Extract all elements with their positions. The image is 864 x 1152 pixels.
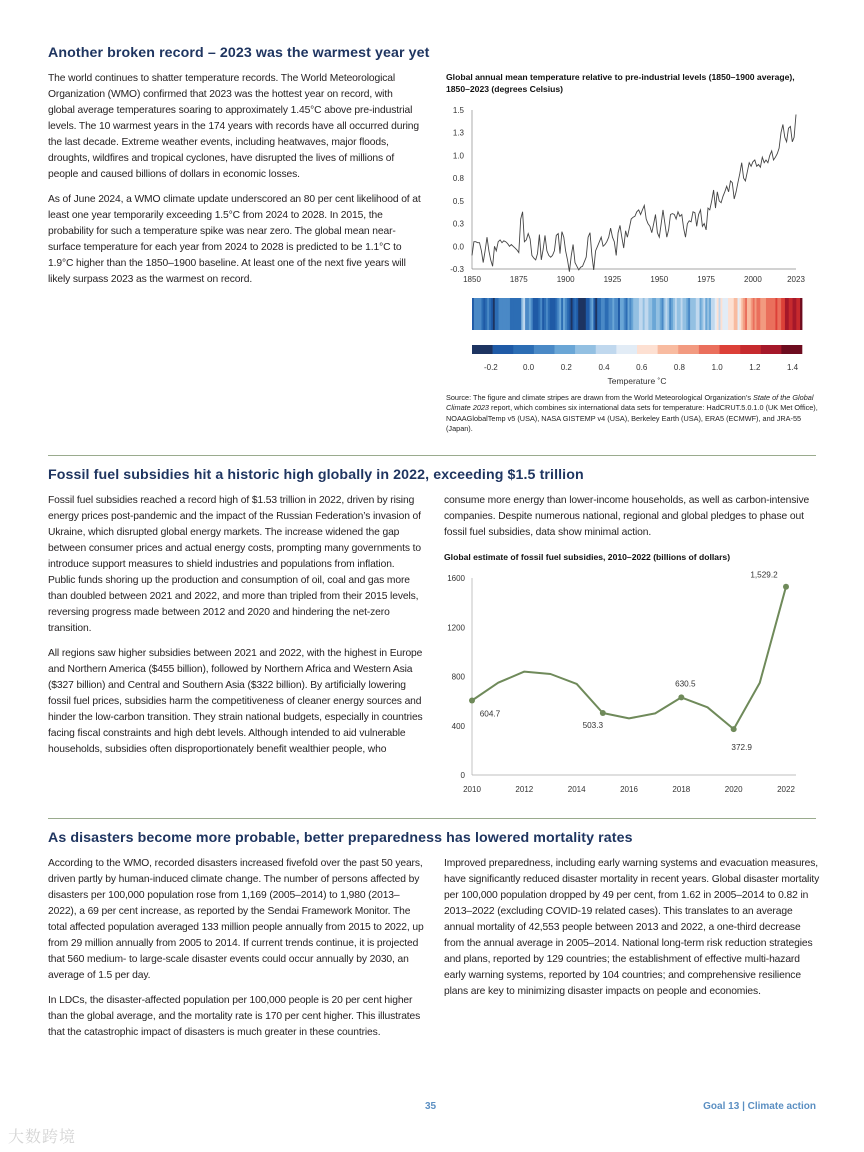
x-tick-label: 2000 [744, 275, 762, 284]
y-tick-label: 0 [460, 771, 465, 780]
subsidies-line-chart [440, 568, 820, 800]
paragraph: Improved preparedness, including early warning systems and evacuation measures, have significantly reduced disaster mortality in recent years. Global disaster mortality per 100,000 population dropped by 49 per cent, from 1.62 in 2005–2014 to 0.82 in 2013–2022 (excluding COVID-19 related cases). This translates to an average annual mortality of 42,553 people between 2013 and 2022, a one-third decrease from the annual average in 2005–2014. National long-term risk reduction strategies and plans, reported by 129 countries; the establishment of effective multi-hazard early warning systems, reported by 104 countries; and comprehensive resilience plans are key to minimizing disaster impacts on people and economies. [444, 858, 820, 997]
warmest-year-text [48, 71, 422, 297]
data-point-marker [678, 694, 684, 700]
subsidies-series-line [472, 587, 786, 729]
colorbar-tick-label: 1.4 [787, 363, 799, 372]
colorbar-swatch [616, 345, 637, 354]
x-tick-label: 2022 [777, 785, 795, 794]
x-tick-label: 1875 [509, 275, 528, 284]
paragraph: All regions saw higher subsidies between 2021 and 2022, with the highest in Europe and Northern America ($455 billion), followed by Northern Africa and Western Asia ($327 billion) and Central and Southern Asia ($322 billion). By artificially lowering fossil fuel prices, subsidies harm the competitiveness of cleaner energy sources and hinder the low-carbon transition. They strain national budgets, especially in countries facing fiscal constraints and high debt levels. Although intended to aid vulnerable households, subsidies often disproportionately benefit wealthier people, who [48, 648, 423, 755]
colorbar-swatch [740, 345, 761, 354]
colorbar-swatch [658, 345, 679, 354]
watermark: 大数跨境 [8, 1129, 77, 1146]
paragraph: The world continues to shatter temperature records. The World Meteorological Organization (WMO) confirmed that 2023 was the hottest year on record, with global average temperatures soaring to approximately 1.45°C above pre-industrial levels. The 10 warmest years in the 174 years with records have all occurred during the last decade. Extreme weather events, including heatwaves, major floods, droughts, wildfires and tropical cyclones, have disrupted the lives of millions of people and caused billions of dollars in economic losses. [48, 73, 420, 180]
colorbar-swatch [720, 345, 741, 354]
x-tick-label: 1850 [463, 275, 481, 284]
paragraph: According to the WMO, recorded disasters increased fivefold over the past 50 years, driven partly by human-induced climate change. The number of persons affected by disasters per 100,000 population rose from 1,169 (2005–2014) to 1,980 (2013–2022), a 69 per cent increase, as reported by the Sendai Framework Monitor. The total affected population averaged 133 million people annually from 2015 to 2022, up from 29 million annually from 2005 to 2014. If current trends continue, it is projected that 560 medium- to large-scale disaster events could occur annually by 2030, an average of 1.5 per day. [48, 858, 424, 981]
temperature-chart-title: Global annual mean temperature relative to pre-industrial levels (1850–1900 average), 1850–2023 (degrees Celsius) [446, 72, 795, 94]
x-tick-label: 2023 [787, 275, 805, 284]
colorbar-tick-label: 0.8 [673, 363, 685, 372]
temperature-source-note: Source: The figure and climate stripes are drawn from the World Meteorological Organization’s State of the Global Climate 2023 report, which combines six international data sets for temperature: HadCRUT.5.0.1.0 (UK Met Office), NOAAGlobalTemp v5 (USA), NASA GISTEMP v4 (USA), Berkeley Earth (USA), ERA5 (ECMWF), and JRA-55 (Japan). [446, 393, 818, 434]
colorbar-tick-label: 1.0 [711, 363, 723, 372]
fossil-subsidies-text-left [48, 493, 424, 767]
data-label: 372.9 [731, 743, 752, 753]
section-divider [48, 455, 816, 456]
y-tick-label: 1200 [447, 623, 465, 633]
x-tick-label: 2018 [672, 785, 691, 794]
y-tick-label: 1.5 [452, 106, 464, 115]
y-tick-label: 1.0 [452, 151, 464, 161]
climate-stripes [440, 296, 820, 336]
paragraph: consume more energy than lower-income households, as well as carbon-intensive companies. Despite numerous national, regional and global pledges to phase out fossil fuel subsidies, data show minimal action. [444, 495, 810, 538]
y-tick-label: 800 [451, 672, 465, 682]
colorbar-swatch [781, 345, 802, 354]
colorbar-swatch [678, 345, 699, 354]
paragraph: In LDCs, the disaster-affected population per 100,000 people is 20 per cent higher than the global average, and the mortality rate is 170 per cent higher. This illustrates that the catastrophic impact of disasters is much greater in these countries. [48, 995, 421, 1038]
data-point-marker [783, 584, 789, 590]
colorbar-swatch [472, 345, 493, 354]
colorbar-swatch [575, 345, 596, 354]
x-tick-label: 2016 [620, 785, 638, 794]
colorbar-swatch [534, 345, 555, 354]
x-tick-label: 1975 [697, 275, 716, 284]
section-heading-disasters: As disasters become more probable, better preparedness has lowered mortality rates [48, 830, 633, 846]
x-tick-label: 2014 [567, 785, 586, 794]
data-label: 604.7 [479, 709, 501, 719]
data-label: 630.5 [675, 679, 696, 689]
y-tick-label: 0.5 [452, 196, 464, 206]
fossil-subsidies-text-right [444, 493, 820, 550]
subsidies-chart-title: Global estimate of fossil fuel subsidies, 2010–2022 (billions of dollars) [444, 552, 731, 562]
data-label: 1,529.2 [750, 570, 778, 580]
y-tick-label: 0.3 [452, 219, 464, 229]
colorbar-swatch [493, 345, 514, 354]
colorbar-label: Temperature ˚C [607, 376, 667, 386]
x-tick-label: 1950 [650, 275, 669, 284]
temperature-colorbar [440, 342, 820, 390]
y-tick-label: 400 [451, 721, 465, 731]
disasters-text-right [444, 856, 820, 1009]
colorbar-tick-label: -0.2 [483, 363, 498, 372]
x-tick-label: 2010 [463, 785, 481, 794]
data-point-marker [731, 726, 737, 732]
colorbar-tick-label: 0.0 [523, 363, 535, 372]
data-label: 503.3 [582, 721, 604, 731]
section-heading-warmest-year: Another broken record – 2023 was the warmest year yet [48, 45, 430, 61]
y-tick-label: -0.3 [450, 265, 464, 274]
colorbar-swatch [596, 345, 617, 354]
colorbar-swatch [555, 345, 576, 354]
x-tick-label: 2020 [724, 785, 743, 794]
y-tick-label: 1600 [447, 574, 465, 583]
colorbar-tick-label: 1.2 [749, 363, 761, 372]
paragraph: As of June 2024, a WMO climate update underscored an 80 per cent likelihood of at least one year temporarily exceeding 1.5°C from 2024 to 2028. In 2015, the probability for such a temperature spike was near zero. The global mean near-surface temperature for each year from 2024 to 2028 is predicted to be 1.1°C to 1.9°C higher than the 1850–1900 baseline. At least one of the next five years will likely surpass 2023 as the warmest on record. [48, 194, 421, 285]
colorbar-tick-label: 0.6 [636, 363, 648, 372]
paragraph: Fossil fuel subsidies reached a record high of $1.53 trillion in 2022, driven by rising energy prices post-pandemic and the impact of the Russian Federation’s invasion of Ukraine, which disrupted global energy markets. The increase widened the gap between consumer prices and actual energy costs, prompting many governments to introduce support measures to shield industries and populations from inflation. Public funds shoring up the production and consumption of oil, coal and gas more than doubled between 2021 and 2022, and more than tripled from their 2015 levels, reversing progress made between 2012 and 2020 and hindering the net-zero transition. [48, 495, 421, 634]
disasters-text-left [48, 856, 424, 1050]
goal-label: Goal 13 | Climate action [703, 1101, 816, 1112]
colorbar-swatch [699, 345, 720, 354]
data-point-marker [469, 698, 475, 704]
y-tick-label: 1.3 [452, 128, 464, 138]
colorbar-swatch [513, 345, 534, 354]
colorbar-swatch [761, 345, 782, 354]
climate-stripe [800, 298, 802, 330]
colorbar-tick-label: 0.4 [598, 363, 610, 372]
section-heading-fossil-subsidies: Fossil fuel subsidies hit a historic high globally in 2022, exceeding $1.5 trillion [48, 467, 584, 483]
page-number: 35 [425, 1101, 437, 1112]
y-tick-label: 0.0 [452, 242, 464, 252]
data-point-marker [600, 710, 606, 716]
x-tick-label: 1925 [603, 275, 622, 284]
temperature-series-line [472, 115, 796, 272]
y-tick-label: 0.8 [452, 174, 464, 184]
colorbar-tick-label: 0.2 [560, 363, 572, 372]
colorbar-swatch [637, 345, 658, 354]
section-divider [48, 818, 816, 819]
temperature-line-chart [440, 100, 820, 300]
x-tick-label: 2012 [515, 785, 534, 794]
x-tick-label: 1900 [556, 275, 575, 284]
